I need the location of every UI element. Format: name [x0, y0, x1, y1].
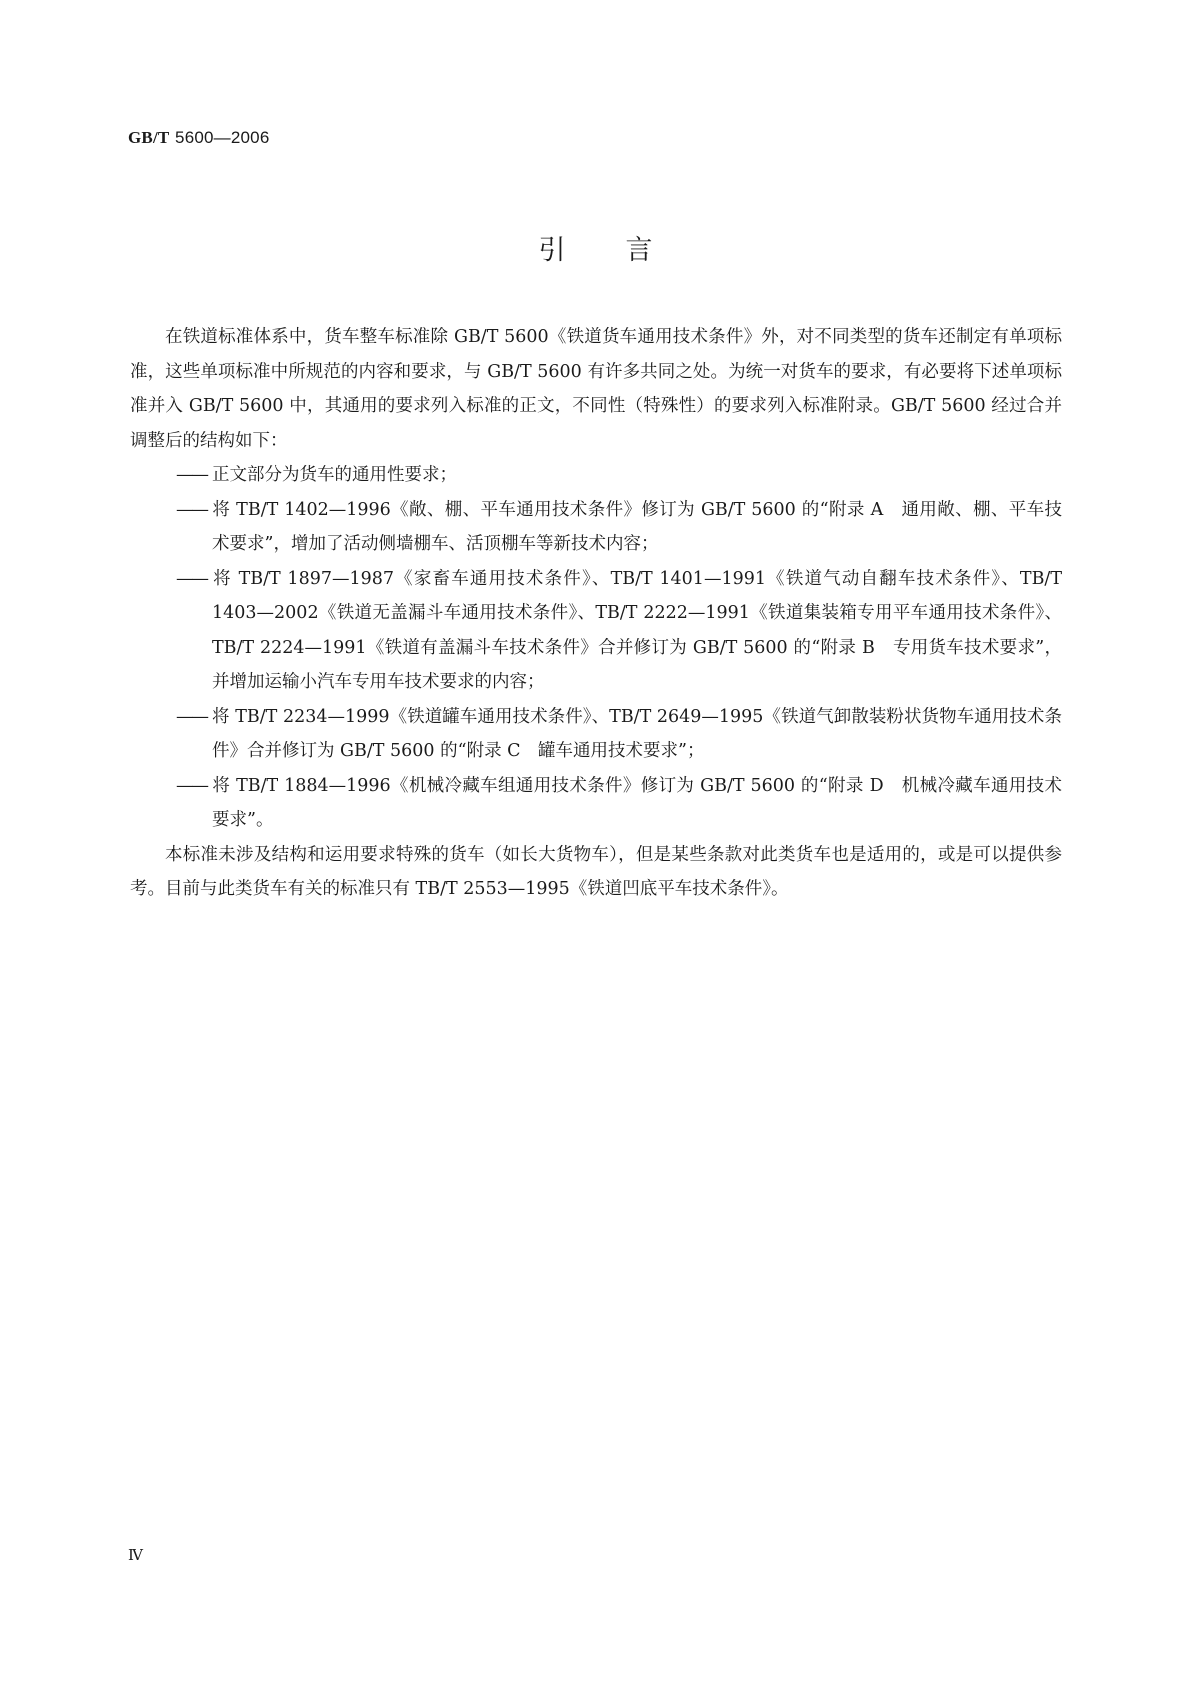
list-item-text: 将 TB/T 2234—1999《铁道罐车通用技术条件》、TB/T 2649—1995《铁道气卸散装粉状货物车通用技术条件》合并修订为 GB/T 5600 的“附录 C 罐车通用技术要求”；	[212, 706, 1062, 761]
list-item-text: 将 TB/T 1402—1996《敞、棚、平车通用技术条件》修订为 GB/T 5600 的“附录 A 通用敞、棚、平车技术要求”，增加了活动侧墙棚车、活顶棚车等新技术内容；	[212, 499, 1062, 554]
dash-marker: ——	[176, 775, 207, 796]
list-item-text: 将 TB/T 1884—1996《机械冷藏车组通用技术条件》修订为 GB/T 5600 的“附录 D 机械冷藏车通用技术要求”。	[212, 775, 1062, 830]
standard-code-number: 5600—2006	[175, 128, 270, 147]
document-body	[130, 320, 1062, 907]
page-title: 引言	[538, 235, 713, 266]
list-item-text: 将 TB/T 1897—1987《家畜车通用技术条件》、TB/T 1401—1991《铁道气动自翻车技术条件》、TB/T 1403—2002《铁道无盖漏斗车通用技术条件》、TB/T 2222—1991《铁道集装箱专用平车通用技术条件》、TB/T 2224—1991《铁道有盖漏斗车技术条件》合并修订为 GB/T 5600 的“附录 B 专用货车技术要求”，并增加运输小汽车专用车技术要求的内容；	[212, 568, 1062, 692]
dash-marker: ——	[176, 499, 207, 520]
intro-paragraph: 在铁道标准体系中，货车整车标准除 GB/T 5600《铁道货车通用技术条件》外，对不同类型的货车还制定有单项标准，这些单项标准中所规范的内容和要求，与 GB/T 5600 有许多共同之处。为统一对货车的要求，有必要将下述单项标准并入 GB/T 5600 中，其通用的要求列入标准的正文，不同性（特殊性）的要求列入标准附录。GB/T 5600 经过合并调整后的结构如下：	[130, 327, 1062, 451]
list-item	[130, 458, 1062, 493]
list-item	[130, 769, 1062, 838]
closing-paragraph: 本标准未涉及结构和运用要求特殊的货车（如长大货物车），但是某些条款对此类货车也是适用的，或是可以提供参考。目前与此类货车有关的标准只有 TB/T 2553—1995《铁道凹底平车技术条件》。	[130, 844, 1062, 899]
standard-code-header	[128, 128, 269, 148]
list-item-text: 正文部分为货车的通用性要求；	[212, 465, 457, 485]
dash-marker: ——	[176, 568, 207, 589]
dash-marker: ——	[176, 465, 207, 485]
standard-code-prefix: GB/T	[128, 128, 170, 147]
list-item	[130, 562, 1062, 700]
list-item	[130, 700, 1062, 769]
page-number: Ⅳ	[128, 1548, 143, 1564]
list-item	[130, 493, 1062, 562]
dash-marker: ——	[176, 706, 207, 727]
